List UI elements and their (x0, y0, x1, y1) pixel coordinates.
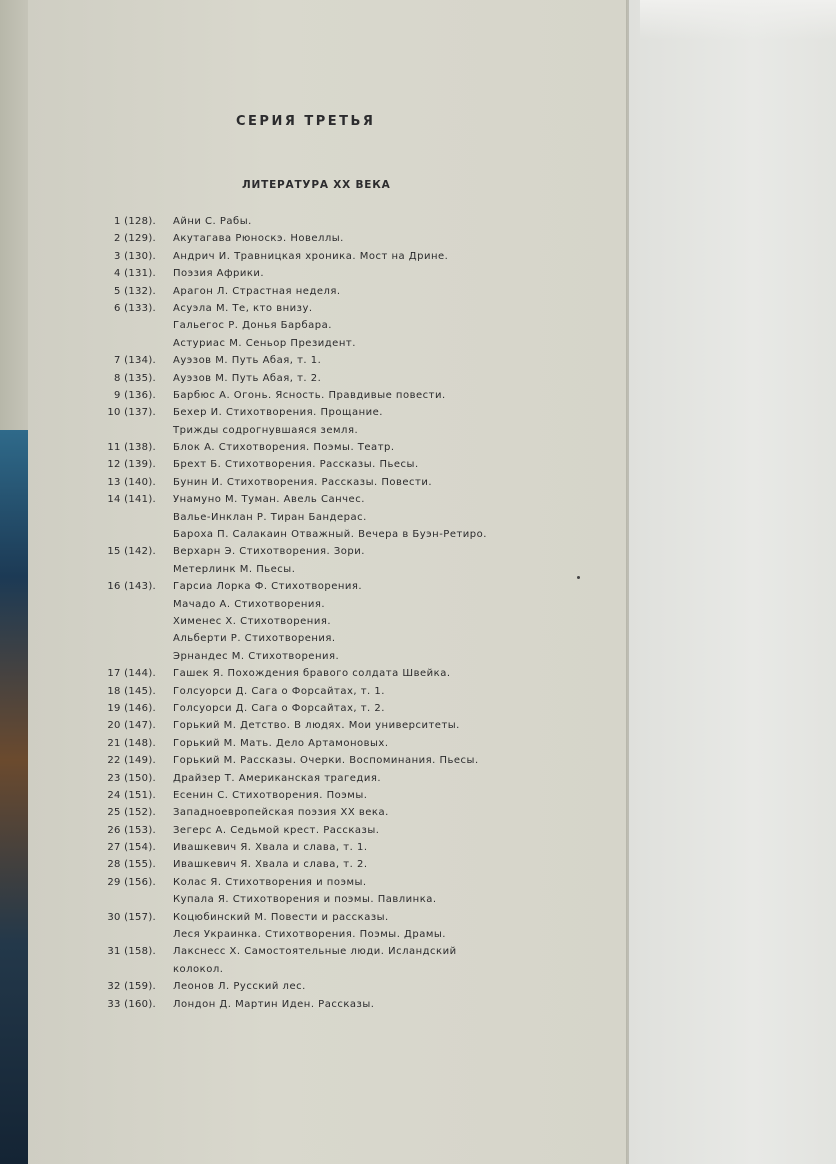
list-item (0, 891, 628, 908)
list-item (0, 665, 628, 682)
entry-title: Брехт Б. Стихотворения. Рассказы. Пьесы. (173, 459, 419, 471)
list-item (0, 630, 628, 647)
list-item (0, 439, 628, 456)
list-item (0, 248, 628, 265)
list-item (0, 856, 628, 873)
list-item (0, 335, 628, 352)
entry-title: Драйзер Т. Американская трагедия. (173, 772, 382, 784)
entry-number: 29 (156). (107, 876, 156, 888)
section-title: ЛИТЕРАТУРА XX ВЕКА (242, 179, 391, 191)
list-item (0, 822, 628, 839)
entry-title: Акутагава Рюноскэ. Новеллы. (173, 233, 344, 245)
entry-title: Гальегос Р. Донья Барбара. (173, 320, 332, 332)
entry-title: Верхарн Э. Стихотворения. Зори. (173, 546, 365, 558)
page-crease (640, 0, 836, 40)
list-item (0, 683, 628, 700)
entry-title: Леонов Л. Русский лес. (173, 981, 306, 993)
list-item (0, 283, 628, 300)
list-item (0, 578, 628, 595)
entry-number: 15 (142). (107, 546, 156, 558)
entry-title: Мачадо А. Стихотворения. (173, 598, 326, 610)
entry-number: 10 (137). (107, 407, 156, 419)
entry-title: Горький М. Детство. В людях. Мои университеты. (173, 720, 460, 732)
entry-number: 17 (144). (107, 668, 156, 680)
entry-number: 31 (158). (107, 946, 156, 958)
list-item (0, 943, 628, 960)
list-item (0, 735, 628, 752)
list-item (0, 404, 628, 421)
entry-title: Трижды содрогнувшаяся земля. (173, 424, 359, 436)
entry-number: 2 (129). (113, 233, 156, 245)
entry-title: Горький М. Рассказы. Очерки. Воспоминания. Пьесы. (173, 755, 479, 767)
list-item (0, 874, 628, 891)
entry-number: 12 (139). (107, 459, 156, 471)
entry-number: 27 (154). (107, 842, 156, 854)
entry-title: Бунин И. Стихотворения. Рассказы. Повести. (173, 476, 433, 488)
entry-number: 24 (151). (107, 789, 156, 801)
entry-title: Западноевропейская поэзия XX века. (173, 807, 389, 819)
list-item (0, 543, 628, 560)
list-item (0, 213, 628, 230)
list-item (0, 717, 628, 734)
list-item (0, 839, 628, 856)
entry-title: Зегерс А. Седьмой крест. Рассказы. (173, 824, 380, 836)
entry-title: Ауэзов М. Путь Абая, т. 2. (173, 372, 322, 384)
page-speck (577, 576, 580, 579)
list-item (0, 300, 628, 317)
entry-title: Андрич И. Травницкая хроника. Мост на Дрине. (173, 250, 449, 262)
entry-number: 4 (131). (113, 268, 156, 280)
entry-title: Метерлинк М. Пьесы. (173, 563, 296, 575)
entry-title: Унамуно М. Туман. Авель Санчес. (173, 494, 365, 506)
list-item (0, 370, 628, 387)
entry-title: Астуриас М. Сеньор Президент. (173, 337, 356, 349)
list-item (0, 996, 628, 1013)
entry-title: Ауэзов М. Путь Абая, т. 1. (173, 355, 322, 367)
list-item (0, 752, 628, 769)
list-item (0, 352, 628, 369)
entry-title: Гарсиа Лорка Ф. Стихотворения. (173, 581, 363, 593)
facing-page (628, 0, 836, 1164)
entry-number: 32 (159). (107, 981, 156, 993)
list-item (0, 613, 628, 630)
entry-number: 5 (132). (113, 285, 156, 297)
entry-title: Бароха П. Салакаин Отважный. Вечера в Буэн-Ретиро. (173, 529, 487, 541)
entry-number: 26 (153). (107, 824, 156, 836)
entry-title: Голсуорси Д. Сага о Форсайтах, т. 2. (173, 702, 385, 714)
entry-title: Арагон Л. Страстная неделя. (173, 285, 341, 297)
list-item (0, 561, 628, 578)
list-item (0, 456, 628, 473)
entry-title: Хименес Х. Стихотворения. (173, 615, 332, 627)
entry-title: Леся Украинка. Стихотворения. Поэмы. Драмы. (173, 929, 446, 941)
entry-title: Блок А. Стихотворения. Поэмы. Театр. (173, 442, 395, 454)
entry-number: 6 (133). (113, 302, 156, 314)
entry-number: 25 (152). (107, 807, 156, 819)
entry-number: 9 (136). (113, 389, 156, 401)
list-item (0, 474, 628, 491)
list-item (0, 961, 628, 978)
entry-number: 30 (157). (107, 911, 156, 923)
list-item (0, 648, 628, 665)
entry-number: 28 (155). (107, 859, 156, 871)
entry-title: Гашек Я. Похождения бравого солдата Швейка. (173, 668, 451, 680)
list-item (0, 909, 628, 926)
entry-number: 3 (130). (113, 250, 156, 262)
list-item (0, 230, 628, 247)
list-item (0, 700, 628, 717)
list-item (0, 978, 628, 995)
list-item (0, 770, 628, 787)
entry-number: 21 (148). (107, 737, 156, 749)
entry-title: Барбюс А. Огонь. Ясность. Правдивые повести. (173, 389, 446, 401)
entry-number: 23 (150). (107, 772, 156, 784)
list-item (0, 509, 628, 526)
entry-title: Айни С. Рабы. (173, 216, 252, 227)
entry-title: колокол. (173, 963, 224, 975)
list-item (0, 387, 628, 404)
entry-title: Колас Я. Стихотворения и поэмы. (173, 876, 367, 888)
entry-number: 22 (149). (107, 755, 156, 767)
entry-number: 7 (134). (113, 355, 156, 367)
list-item (0, 317, 628, 334)
series-title: СЕРИЯ ТРЕТЬЯ (236, 114, 376, 129)
list-item (0, 804, 628, 821)
entry-title: Бехер И. Стихотворения. Прощание. (173, 407, 383, 419)
entry-title: Асуэла М. Те, кто внизу. (173, 302, 313, 314)
entry-title: Эрнандес М. Стихотворения. (173, 650, 340, 662)
entry-number: 20 (147). (107, 720, 156, 732)
entry-number: 11 (138). (107, 442, 156, 454)
entry-title: Лакснесс Х. Самостоятельные люди. Исландский (173, 946, 457, 958)
list-item (0, 491, 628, 508)
entry-title: Лондон Д. Мартин Иден. Рассказы. (173, 998, 375, 1010)
entry-title: Коцюбинский М. Повести и рассказы. (173, 911, 389, 923)
entry-title: Купала Я. Стихотворения и поэмы. Павлинка. (173, 894, 437, 906)
entry-title: Голсуорси Д. Сага о Форсайтах, т. 1. (173, 685, 385, 697)
list-item (0, 526, 628, 543)
entry-title: Горький М. Мать. Дело Артамоновых. (173, 737, 389, 749)
entry-number: 33 (160). (107, 998, 156, 1010)
list-item (0, 596, 628, 613)
list-item (0, 926, 628, 943)
entry-title: Ивашкевич Я. Хвала и слава, т. 1. (173, 842, 368, 854)
entry-title: Поэзия Африки. (173, 268, 265, 280)
entry-number: 18 (145). (107, 685, 156, 697)
entry-number: 13 (140). (107, 476, 156, 488)
entry-title: Есенин С. Стихотворения. Поэмы. (173, 789, 368, 801)
list-item (0, 422, 628, 439)
entry-number: 14 (141). (107, 494, 156, 506)
book-list (0, 213, 628, 1013)
entry-number: 16 (143). (107, 581, 156, 593)
entry-title: Альберти Р. Стихотворения. (173, 633, 336, 645)
entry-title: Ивашкевич Я. Хвала и слава, т. 2. (173, 859, 368, 871)
list-item (0, 265, 628, 282)
entry-number: 8 (135). (113, 372, 156, 384)
entry-title: Валье-Инклан Р. Тиран Бандерас. (173, 511, 367, 523)
entry-number: 19 (146). (107, 702, 156, 714)
entry-number: 1 (128). (113, 216, 156, 227)
list-item (0, 787, 628, 804)
